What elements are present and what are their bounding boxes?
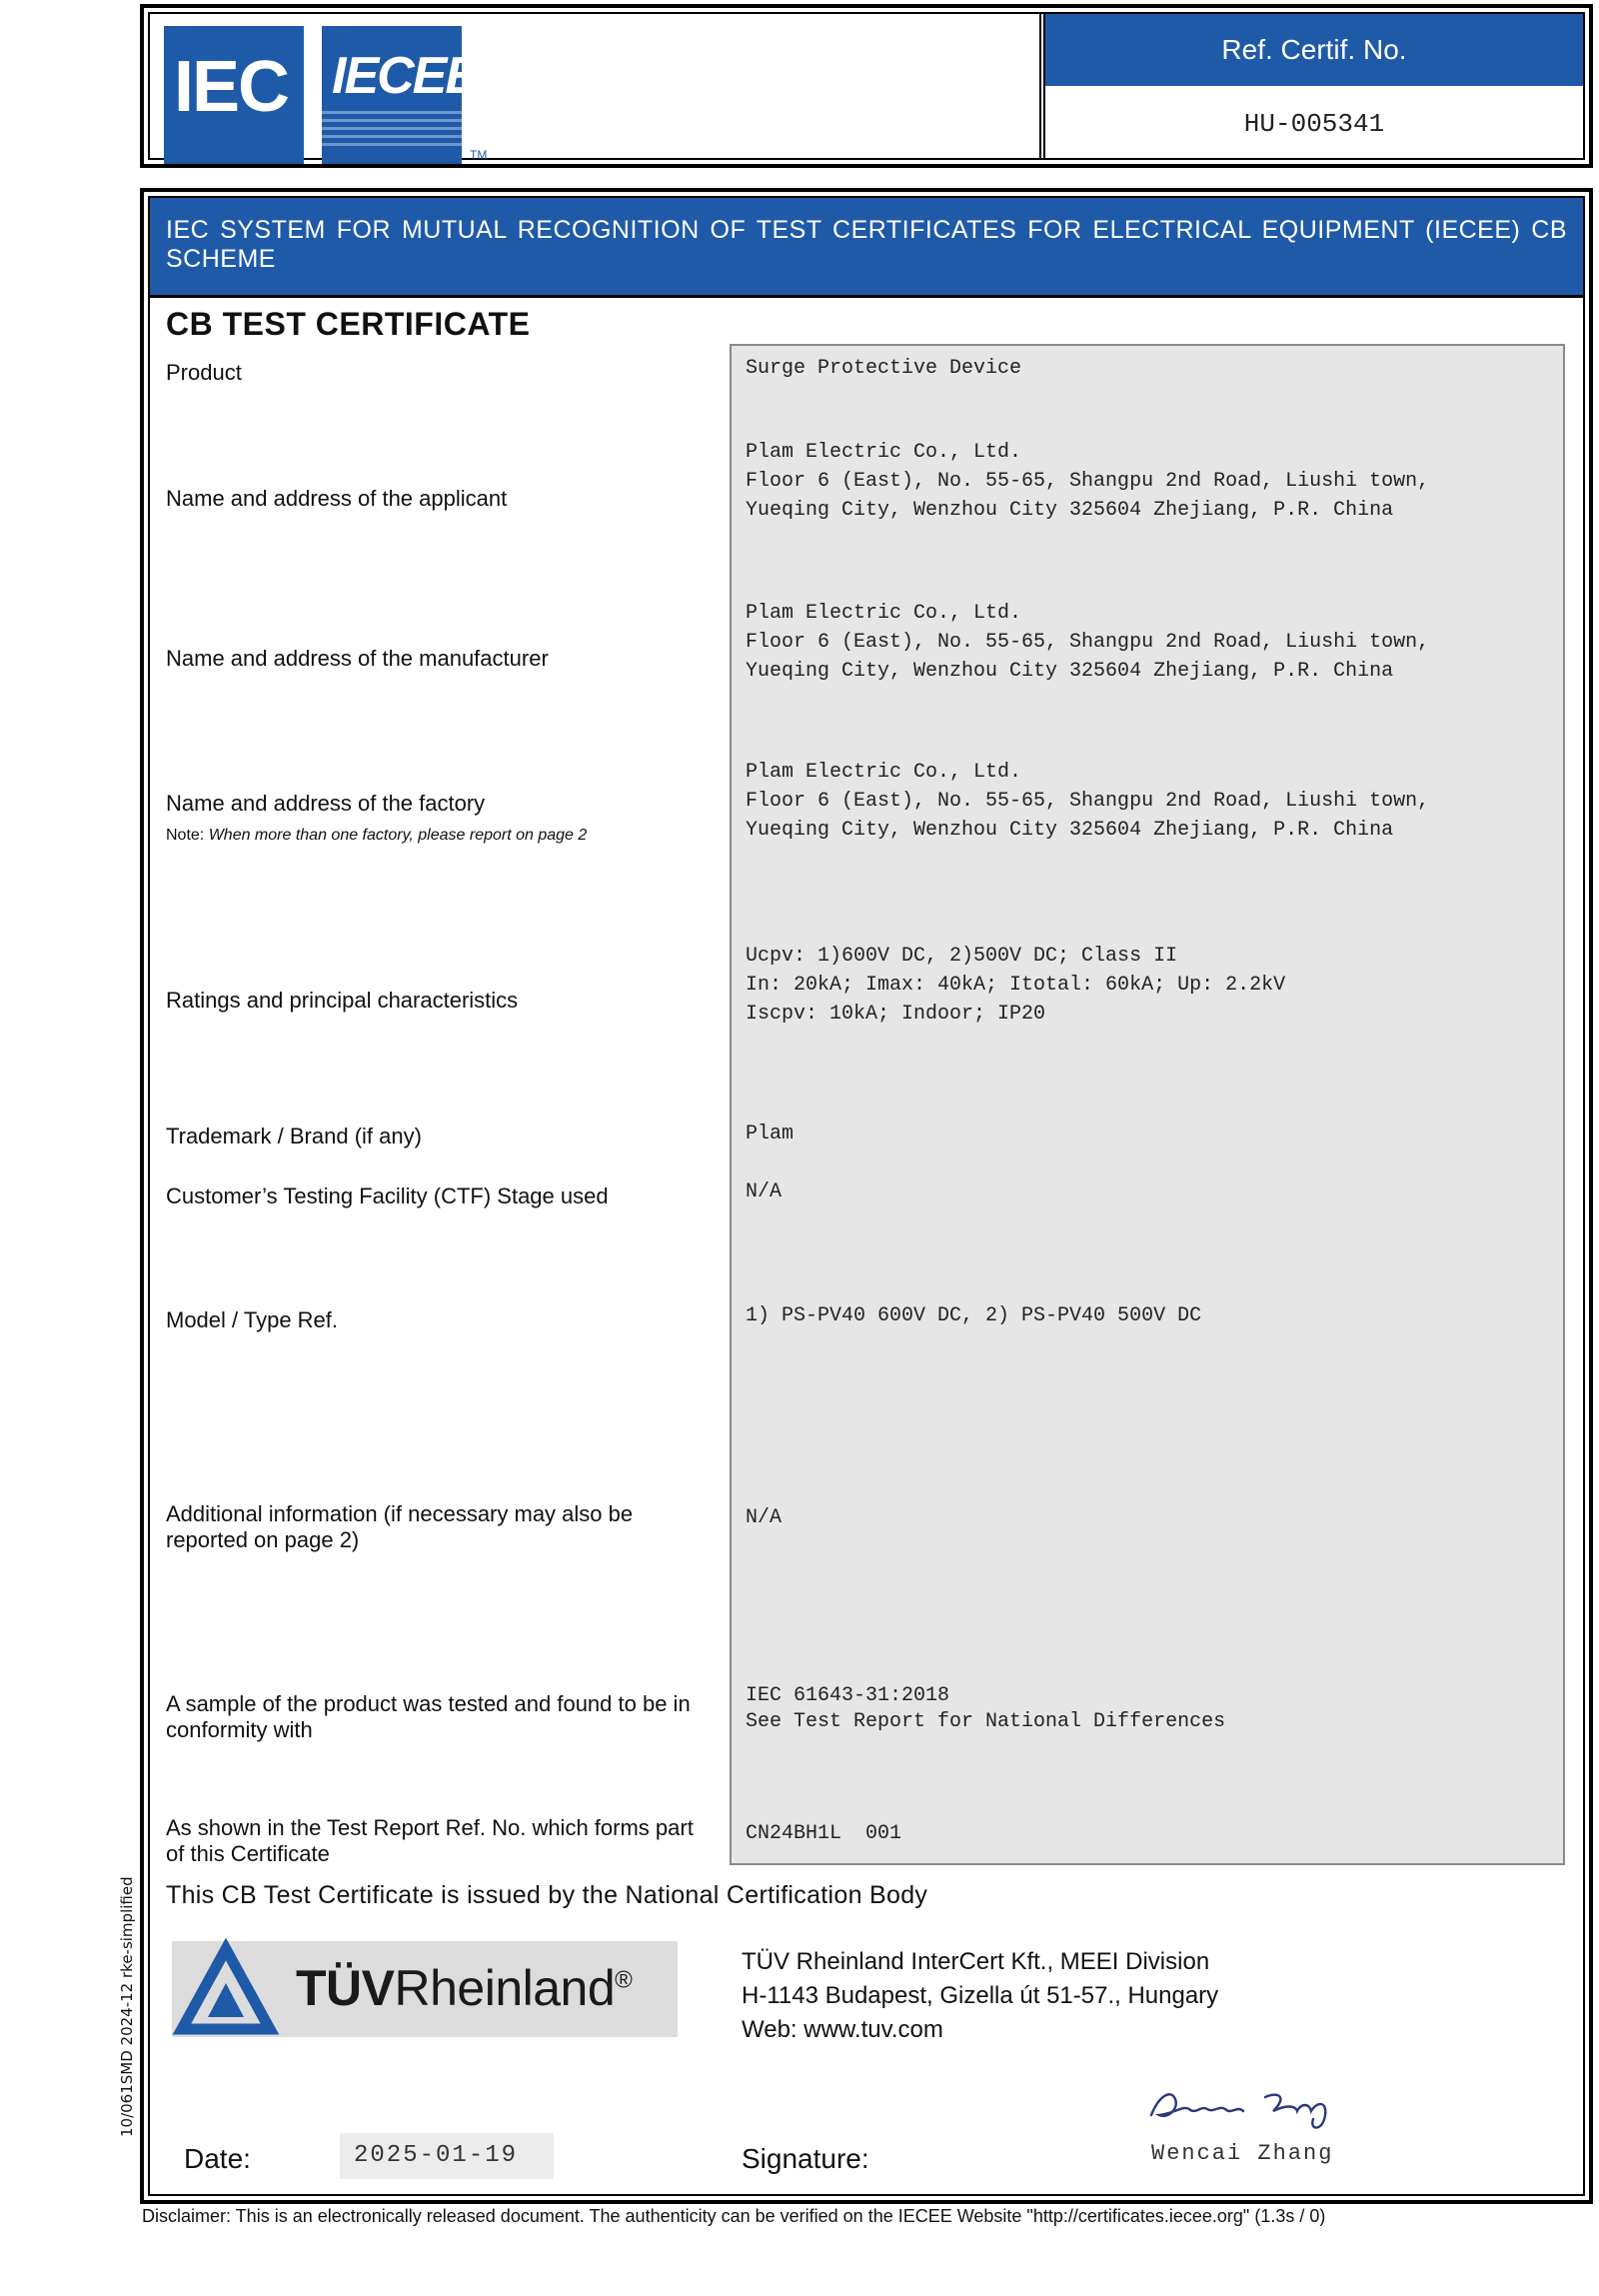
field-value-model: 1) PS-PV40 600V DC, 2) PS-PV40 500V DC [746, 1304, 1202, 1327]
field-value-product: Surge Protective Device [746, 357, 1022, 380]
tuv-logo-rest: Rheinland [394, 1960, 616, 2016]
trademark-mark: TM [470, 148, 488, 162]
field-value-test-report: CN24BH1L 001 [746, 1822, 902, 1845]
disclaimer-footer: Disclaimer: This is an electronically released document. The authenticity can be verified on the IECEE Website "http://certificates.iecee.org" (1.3s / 0) [142, 2206, 1326, 2226]
field-value-factory: Plam Electric Co., Ltd. Floor 6 (East), No. 55-65, Shangpu 2nd Road, Liushi town, Yueqing City, Wenzhou City 325604 Zhejiang, P.R. China [746, 761, 1430, 842]
date-value: 2025-01-19 [340, 2133, 554, 2179]
field-value-ctf-stage: N/A [746, 1180, 783, 1203]
factory-note [166, 823, 726, 849]
field-label-ctf-stage: Customer’s Testing Facility (CTF) Stage used [166, 1183, 609, 1208]
field-value-conformity: IEC 61643-31:2018 See Test Report for National Differences [746, 1684, 1226, 1733]
form-reference-side-text: 10/061SMD 2024-12 rke-simplified [118, 1876, 136, 2137]
tuv-triangle-icon [178, 1945, 274, 2033]
field-label-product: Product [166, 360, 242, 385]
field-value-additional-info: N/A [746, 1506, 783, 1529]
cb-address: H-1143 Budapest, Gizella út 51-57., Hungary [742, 1982, 1219, 2009]
field-label-additional-info: Additional information (if necessary may also be reported on page 2) [166, 1501, 634, 1552]
signatory-name: Wencai Zhang [1151, 2141, 1334, 2166]
ref-number: HU-005341 [1243, 109, 1385, 139]
iec-logo-text: IEC [174, 47, 289, 127]
field-label-factory [166, 791, 726, 849]
date-label: Date: [184, 2143, 251, 2174]
factory-note-prefix: Note: [166, 827, 209, 844]
ref-label: Ref. Certif. No. [1045, 14, 1583, 86]
cb-name: TÜV Rheinland InterCert Kft., MEEI Division [742, 1948, 1210, 1975]
scheme-banner: IEC SYSTEM FOR MUTUAL RECOGNITION OF TEST CERTIFICATES FOR ELECTRICAL EQUIPMENT (IECEE) CB SCHEME [150, 198, 1583, 298]
tuv-logo-reg: ® [615, 1966, 633, 1994]
field-label-model: Model / Type Ref. [166, 1307, 339, 1332]
factory-note-text: When more than one factory, please report on page 2 [208, 827, 588, 844]
certificate-title: CB TEST CERTIFICATE [166, 306, 531, 342]
field-label-applicant: Name and address of the applicant [166, 486, 508, 511]
tuv-rheinland-logo [172, 1941, 678, 2037]
tuv-logo-wordmark [296, 1959, 632, 2017]
iecee-logo-stripes [322, 106, 462, 146]
field-label-test-report: As shown in the Test Report Ref. No. which forms part of this Certificate [166, 1815, 694, 1866]
field-value-manufacturer: Plam Electric Co., Ltd. Floor 6 (East), No. 55-65, Shangpu 2nd Road, Liushi town, Yueqing City, Wenzhou City 325604 Zhejiang, P.R. China [746, 602, 1430, 683]
field-label-conformity: A sample of the product was tested and found to be in conformity with [166, 1691, 691, 1742]
cb-web: Web: www.tuv.com [742, 2016, 943, 2043]
factory-label-text: Name and address of the factory [166, 791, 486, 816]
iec-logo [164, 26, 304, 164]
issued-by-statement: This CB Test Certificate is issued by the National Certification Body [166, 1881, 928, 1909]
field-value-ratings: Ucpv: 1)600V DC, 2)500V DC; Class II In: 20kA; Imax: 40kA; Itotal: 60kA; Up: 2.2kV Iscpv: 10kA; Indoor; IP20 [746, 945, 1286, 1026]
tuv-logo-bold: TÜV [296, 1960, 395, 2016]
handwritten-signature [1145, 2075, 1365, 2135]
iecee-logo-text: IECEE [332, 47, 479, 105]
certification-body-details [742, 1945, 1218, 2047]
values-panel [730, 344, 1565, 1865]
certificate-header [140, 4, 1593, 168]
certificate-body [140, 188, 1593, 2204]
reference-box [1039, 14, 1583, 158]
field-label-manufacturer: Name and address of the manufacturer [166, 646, 549, 671]
field-value-applicant: Plam Electric Co., Ltd. Floor 6 (East), No. 55-65, Shangpu 2nd Road, Liushi town, Yueqing City, Wenzhou City 325604 Zhejiang, P.R. China [746, 441, 1430, 522]
signature-label: Signature: [742, 2143, 869, 2174]
field-label-ratings: Ratings and principal characteristics [166, 988, 519, 1013]
field-value-trademark: Plam [746, 1123, 795, 1146]
field-label-trademark: Trademark / Brand (if any) [166, 1124, 422, 1148]
